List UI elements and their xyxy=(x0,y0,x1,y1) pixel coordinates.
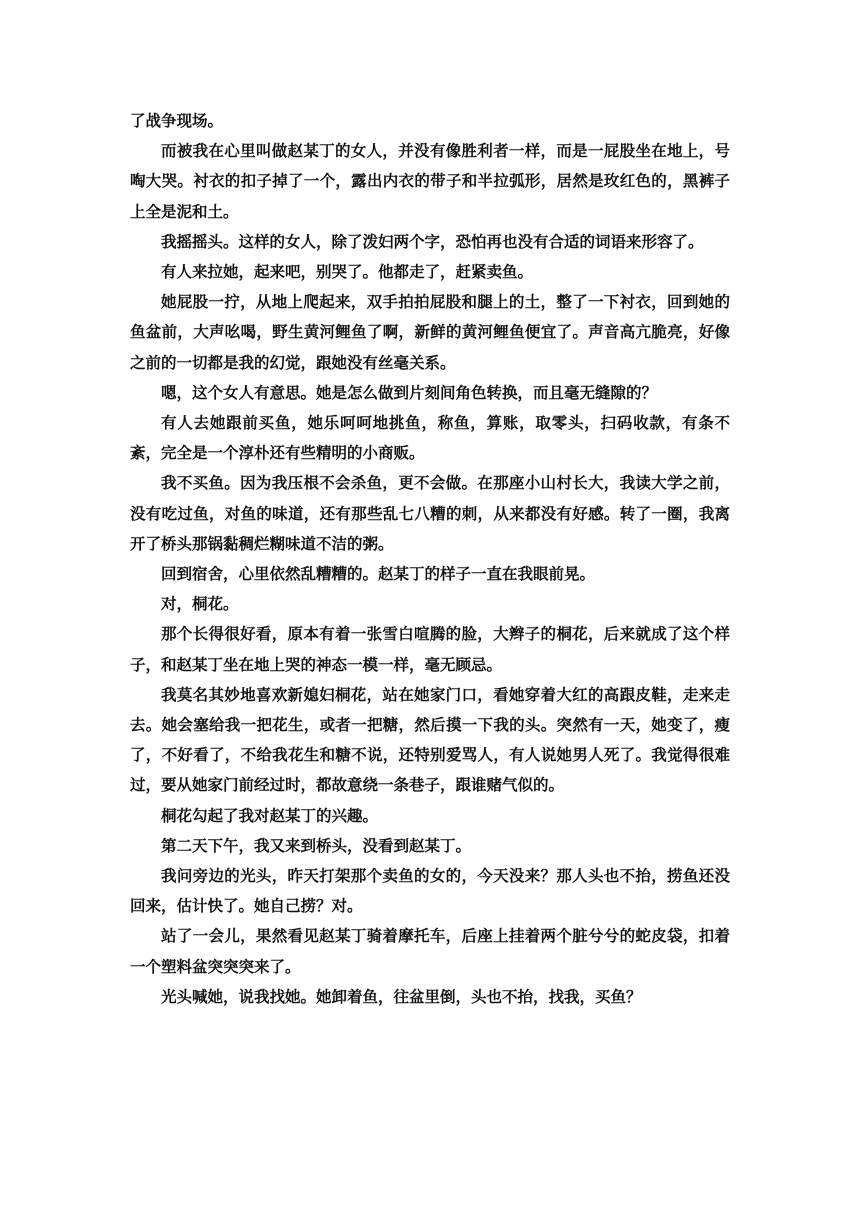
paragraph-13: 桐花勾起了我对赵某丁的兴趣。 xyxy=(161,805,379,825)
paragraph-5: 她屁股一拧，从地上爬起来，双手拍拍屁股和腿上的土，整了一下衬衣，回到她的鱼盆前，大声吆喝，野生黄河鲤鱼了啊，新鲜的黄河鲤鱼便宜了。声音高亢脆亮，好像之前的一切都是我的幻觉，跟她没有丝毫关系。 xyxy=(130,292,730,372)
paragraph-17: 光头喊她，说我找她。她卸着鱼，往盆里倒，头也不抬，找我，买鱼？ xyxy=(161,986,642,1006)
paragraph-12: 我莫名其妙地喜欢新媳妇桐花，站在她家门口，看她穿着大红的高跟皮鞋，走来走去。她会塞给我一把花生，或者一把糖，然后摸一下我的头。突然有一天，她变了，瘦了，不好看了，不给我花生和糖不说，还特别爱骂人，有人说她男人死了。我觉得很难过，要从她家门前经过时，都故意绕一条巷子，跟谁赌气似的。 xyxy=(130,684,730,795)
paragraph-11: 那个长得很好看，原本有着一张雪白喧腾的脸，大辫子的桐花，后来就成了这个样子，和赵某丁坐在地上哭的神态一模一样，毫无顾忌。 xyxy=(130,624,730,674)
paragraph-3: 我摇摇头。这样的女人，除了泼妇两个字，恐怕再也没有合适的词语来形容了。 xyxy=(161,231,704,251)
document-body xyxy=(130,106,730,1012)
paragraph-4: 有人来拉她，起来吧，别哭了。他都走了，赶紧卖鱼。 xyxy=(161,262,534,282)
paragraph-1: 了战争现场。 xyxy=(130,111,224,130)
paragraph-14: 第二天下午，我又来到桥头，没看到赵某丁。 xyxy=(161,835,472,855)
paragraph-15: 我问旁边的光头，昨天打架那个卖鱼的女的，今天没来？那人头也不抬，捞鱼还没回来，估计快了。她自己捞？对。 xyxy=(130,866,730,916)
paragraph-8: 我不买鱼。因为我压根不会杀鱼，更不会做。在那座小山村长大，我读大学之前，没有吃过鱼，对鱼的味道，还有那些乱七八糟的刺，从来都没有好感。转了一圈，我离开了桥头那锅黏稠烂糊味道不洁的粥。 xyxy=(130,473,730,553)
paragraph-10: 对，桐花。 xyxy=(161,594,239,614)
paragraph-16: 站了一会儿，果然看见赵某丁骑着摩托车，后座上挂着两个脏兮兮的蛇皮袋，扣着一个塑料盆突突突来了。 xyxy=(130,926,730,976)
paragraph-9: 回到宿舍，心里依然乱糟糟的。赵某丁的样子一直在我眼前晃。 xyxy=(161,564,596,584)
paragraph-2: 而被我在心里叫做赵某丁的女人，并没有像胜利者一样，而是一屁股坐在地上，号啕大哭。衬衣的扣子掉了一个，露出内衣的带子和半拉弧形，居然是玫红色的，黑裤子上全是泥和土。 xyxy=(130,141,730,221)
paragraph-7: 有人去她跟前买鱼，她乐呵呵地挑鱼，称鱼，算账，取零头，扫码收款，有条不紊，完全是一个淳朴还有些精明的小商贩。 xyxy=(130,413,730,463)
paragraph-6: 嗯，这个女人有意思。她是怎么做到片刻间角色转换，而且毫无缝隙的？ xyxy=(161,382,658,402)
